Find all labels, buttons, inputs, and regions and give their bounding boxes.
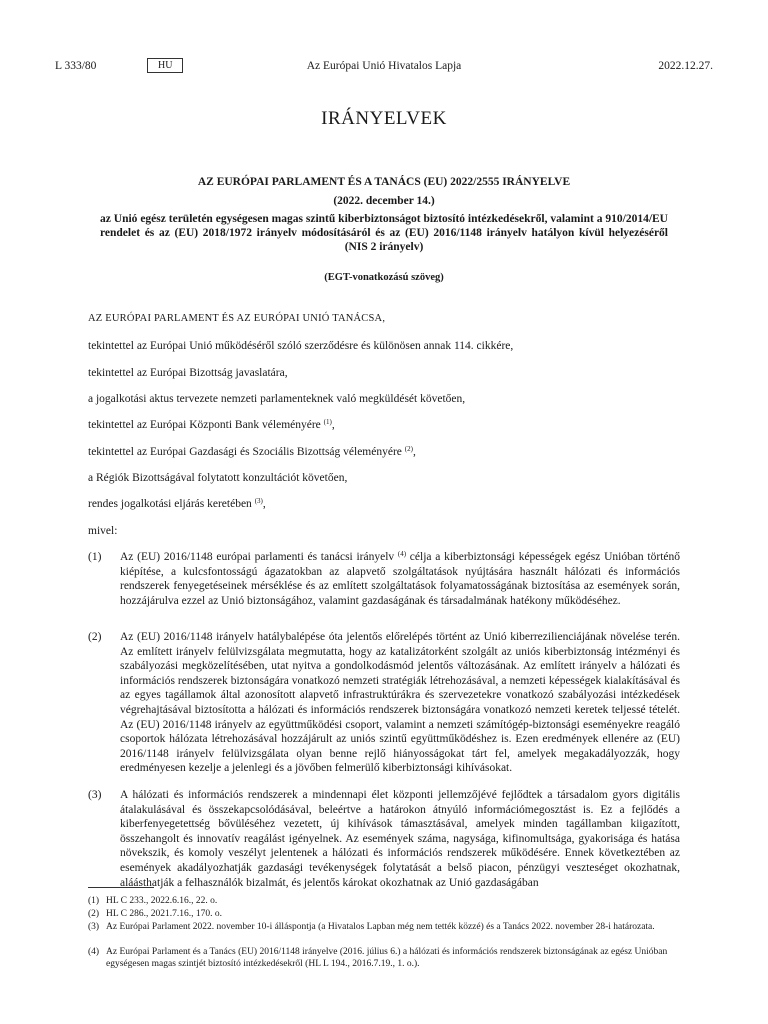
citation-procedure: rendes jogalkotási eljárás keretében $^{(3)}$,: [88, 497, 266, 510]
whereas-intro: mivel:: [88, 525, 118, 537]
directive-title: AZ EURÓPAI PARLAMENT ÉS A TANÁCS (EU) 2022/2555 IRÁNYELVE: [197, 176, 571, 188]
citation-treaty: tekintettel az Európai Unió működéséről szóló szerződésre és különösen annak 114. cikkére,: [88, 340, 514, 352]
footnote-ref: (3): [254, 497, 263, 505]
footnote-ref: (2): [404, 445, 413, 453]
page-reference: L 333/80: [55, 60, 97, 72]
recital-number: (1): [88, 551, 102, 563]
journal-name: Az Európai Unió Hivatalos Lapja: [306, 60, 462, 72]
directive-date: (2022. december 14.): [333, 195, 435, 207]
recital-number: (3): [88, 789, 102, 801]
recital-text: Az (EU) 2016/1148 irányelv hatálybalépése óta jelentős előrelépés történt az Unió kiberrezilienciájának növelése terén. Az említett irányelv felülvizsgálata megmutatta, hogy az katalizátorként szolgált az uniós kiberbiztonság intézményi és szabályozási megközelítésében, utat nyitva a gondolkodásmód jelentős változásának. Az említett irányelv a hálózati és információs rendszerek biztonságára vonatkozó nemzeti stratégiák létrehozásával, a nemzeti képességek kialakításával és az egyes tagállamok által azonosított alapvető infrastruktúrákra és szervezetekre vonatkozó szabályozási intézkedések végrehajtásával biztosította a hálózati és információs rendszerek biztonságára vonatkozó nemzeti keretek teljessé tételét. Az (EU) 2016/1148 irányelv az együttműködési csoport, valamint a nemzeti számítógép-biztonsági eseményekre reagáló csoportok hálózata létrehozásával hozzájárult az uniós szintű együttműködéshez is. Ezen eredmények ellenére az (EU) 2016/1148 irányelv felülvizsgálata olyan benne rejlő hiányosságokat tárt fel, amelyek megakadályozzák, hogy eredményesen kezelje a jelenlegi és a jövőben felmerülő kiberbiztonsági kihívásokat.: [120, 631, 680, 775]
footnote-ref: (1): [323, 418, 332, 426]
recital-text: Az (EU) 2016/1148 európai parlamenti és tanácsi irányelv $^{(4)}$ célja a kiberbiztonsági képességek egész Unióban történő kiépítése, a kulcsfontosságú ágazatokban az alapvető szolgáltatások nyújtására használt hálózati és információs rendszerek fenyegetéseinek mérséklése és az említett szolgáltatások folyamatosságának biztosítása az események során, hozzájárulva ezzel az Unió biztonságához, valamint gazdaságának és társadalmának hatékony működéséhez.: [120, 550, 680, 607]
page-header: [55, 60, 713, 76]
section-title: IRÁNYELVEK: [321, 108, 447, 129]
eea-relevance-note: (EGT-vonatkozású szöveg): [324, 272, 444, 283]
recital-text: A hálózati és információs rendszerek a mindennapi élet központi jellemzőjévé fejlődtek a társadalom gyors digitális átalakulásával és összekapcsolódásával, beleértve a határokon átnyúló információmegosztást is. Ez a fejlődés a kiberfenyegetettség bővüléséhez vezetett, új kihívások támasztásával, amelyek minden tagállamban kiigazított, összehangolt és innovatív reagálást igényelnek. Az események száma, nagysága, kifinomultsága, gyakorisága és hatása növekszik, és komoly veszélyt jelentenek a hálózati és információs rendszerek működésére. Ennek következtében az események akadályozhatják gazdasági tevékenységek folytatását a belső piacon, pénzügyi veszteséget okozhatnak, aláásthatják a felhasználók bizalmát, és jelentős károkat okozhatnak az Unió gazdaságában: [120, 789, 680, 889]
citation-eesc: tekintettel az Európai Gazdasági és Szociális Bizottság véleményére $^{(2)}$,: [88, 445, 416, 458]
publication-date: 2022.12.27.: [658, 60, 713, 72]
footnote-ref: (4): [397, 550, 407, 558]
footnote-divider: [88, 887, 154, 888]
directive-subject: az Unió egész területén egységesen magas szintű kiberbiztonságot biztosító intézkedésekről, valamint a 910/2014/EU rendelet és az (EU) 2018/1972 irányelv módosításáról és az (EU) 2016/1148 irányelv hatályon kívül helyezéséről (NIS 2 irányelv): [100, 213, 668, 253]
citation-national-parliaments: a jogalkotási aktus tervezete nemzeti parlamenteknek való megküldését követően,: [88, 393, 466, 405]
recital-number: (2): [88, 631, 102, 643]
document-page: L 333/80 HU Az Európai Unió Hivatalos Lapja 2022.12.27. IRÁNYELVEK AZ EURÓPAI PARLAMENT ÉS A TANÁCS (EU) 2022/2555 IRÁNYELVE (2022. december 14.) az Unió egész területén egységesen magas szintű kiberbiztonságot biztosító intézkedésekről, valamint a 910/2014/EU rendelet és az (EU) 2018/1972 irányelv módosításáról és az (EU) 2016/1148 irányelv hatályon kívül helyezéséről (NIS 2 irányelv) (EGT-vonatkozású szöveg) AZ EURÓPAI PARLAMENT ÉS AZ EURÓPAI UNIÓ TANÁCSA, tekintettel az Európai Unió működéséről szóló szerződésre és különösen annak 114. cikkére, tekintettel az Európai Bizottság javaslatára, a jogalkotási aktus tervezete nemzeti parlamenteknek való megküldését követően, tekintettel az Európai Központi Bank véleményére $^{(1)}$, tekintettel az Európai Gazdasági és Szociális Bizottság véleményére $^{(2)}$, a Régiók Bizottságával folytatott konzultációt követően, rendes jogalkotási eljárás keretében $^{(3)}$, mivel: (1) Az (EU) 2016/1148 európai parlamenti és tanácsi irányelv $^{(4)}$ célja a kiberbiztonsági képességek egész Unióban történő kiépítése, a kulcsfontosságú ágazatokban az alapvető szolgáltatások nyújtására használt hálózati és információs rendszerek fenyegetéseinek mérséklése és az említett szolgáltatások folyamatosságának biztosítása az események során, hozzájárulva ezzel az Unió biztonságához, valamint gazdaságának és társadalmának hatékony működéséhez. (2) Az (EU) 2016/1148 irányelv hatálybalépése óta jelentős előrelépés történt az Unió kiberrezilienciájának növelése terén. Az említett irányelv felülvizsgálata megmutatta, hogy az katalizátorként szolgált az uniós kiberbiztonság intézményi és szabályozási megközelítésében, utat nyitva a gondolkodásmód jelentős változásának. Az említett irányelv a hálózati és információs rendszerek biztonságára vonatkozó nemzeti stratégiák létrehozásával, a nemzeti képességek kialakításával és az egyes tagállamok által azonosított alapvető infrastruktúrákra és szervezetekre vonatkozó szabályozási intézkedések végrehajtásával biztosította a hálózati és információs rendszerek biztonságára vonatkozó nemzeti keretek teljessé tételét. Az (EU) 2016/1148 irányelv az együttműködési csoport, valamint a nemzeti számítógép-biztonsági eseményekre reagáló csoportok hálózata létrehozásával hozzájárult az uniós szintű együttműködéshez is. Ezen eredmények ellenére az (EU) 2016/1148 irányelv felülvizsgálata olyan benne rejlő hiányosságokat tárt fel, amelyek megakadályozzák, hogy eredményesen kezelje a jelenlegi és a jövőben felmerülő kiberbiztonsági kihívásokat. (3) A hálózati és információs rendszerek a mindennapi élet központi jellemzőjévé fejlődtek a társadalom gyors digitális átalakulásával és összekapcsolódásával, beleértve a határokon átnyúló információmegosztást is. Ez a fejlődés a kiberfenyegetettség bővüléséhez vezetett, új kihívások támasztásával, amelyek minden tagállamban kiigazított, összehangolt és innovatív reagálást igényelnek. Az események száma, nagysága, kifinomultsága, gyakorisága és hatása növekszik, és komoly veszélyt jelentenek a hálózati és információs rendszerek működésére. Ennek következtében az események akadályozhatják gazdasági tevékenységek folytatását a belső piacon, pénzügyi veszteséget okozhatnak, aláásthatják a felhasználók bizalmát, és jelentős károkat okozhatnak az Unió gazdaságában (1) HL C 233., 2022.6.16., 22. o. (2) HL C 286., 2021.7.16., 170. o. (3) Az Európai Parlament 2022. november 10-i álláspontja (a Hivatalos Lapban még nem tették közzé) és a Tanács 2022. november 28-i határozata. (4) Az Európai Parlament és a Tanács (EU) 2016/1148 irányelve (2016. július 6.) a hálózati és információs rendszerek biztonságának az egész Unióban egységesen magas szintjét biztosító intézkedésekről (HL L 194., 2016.7.19., 1. o.).: [0, 0, 768, 1024]
citation-commission: tekintettel az Európai Bizottság javaslatára,: [88, 367, 288, 379]
citation-ecb: tekintettel az Európai Központi Bank véleményére $^{(1)}$,: [88, 418, 335, 431]
citation-regions: a Régiók Bizottságával folytatott konzultációt követően,: [88, 472, 348, 484]
language-badge: HU: [147, 58, 183, 73]
enacting-bodies: AZ EURÓPAI PARLAMENT ÉS AZ EURÓPAI UNIÓ TANÁCSA,: [88, 313, 386, 324]
